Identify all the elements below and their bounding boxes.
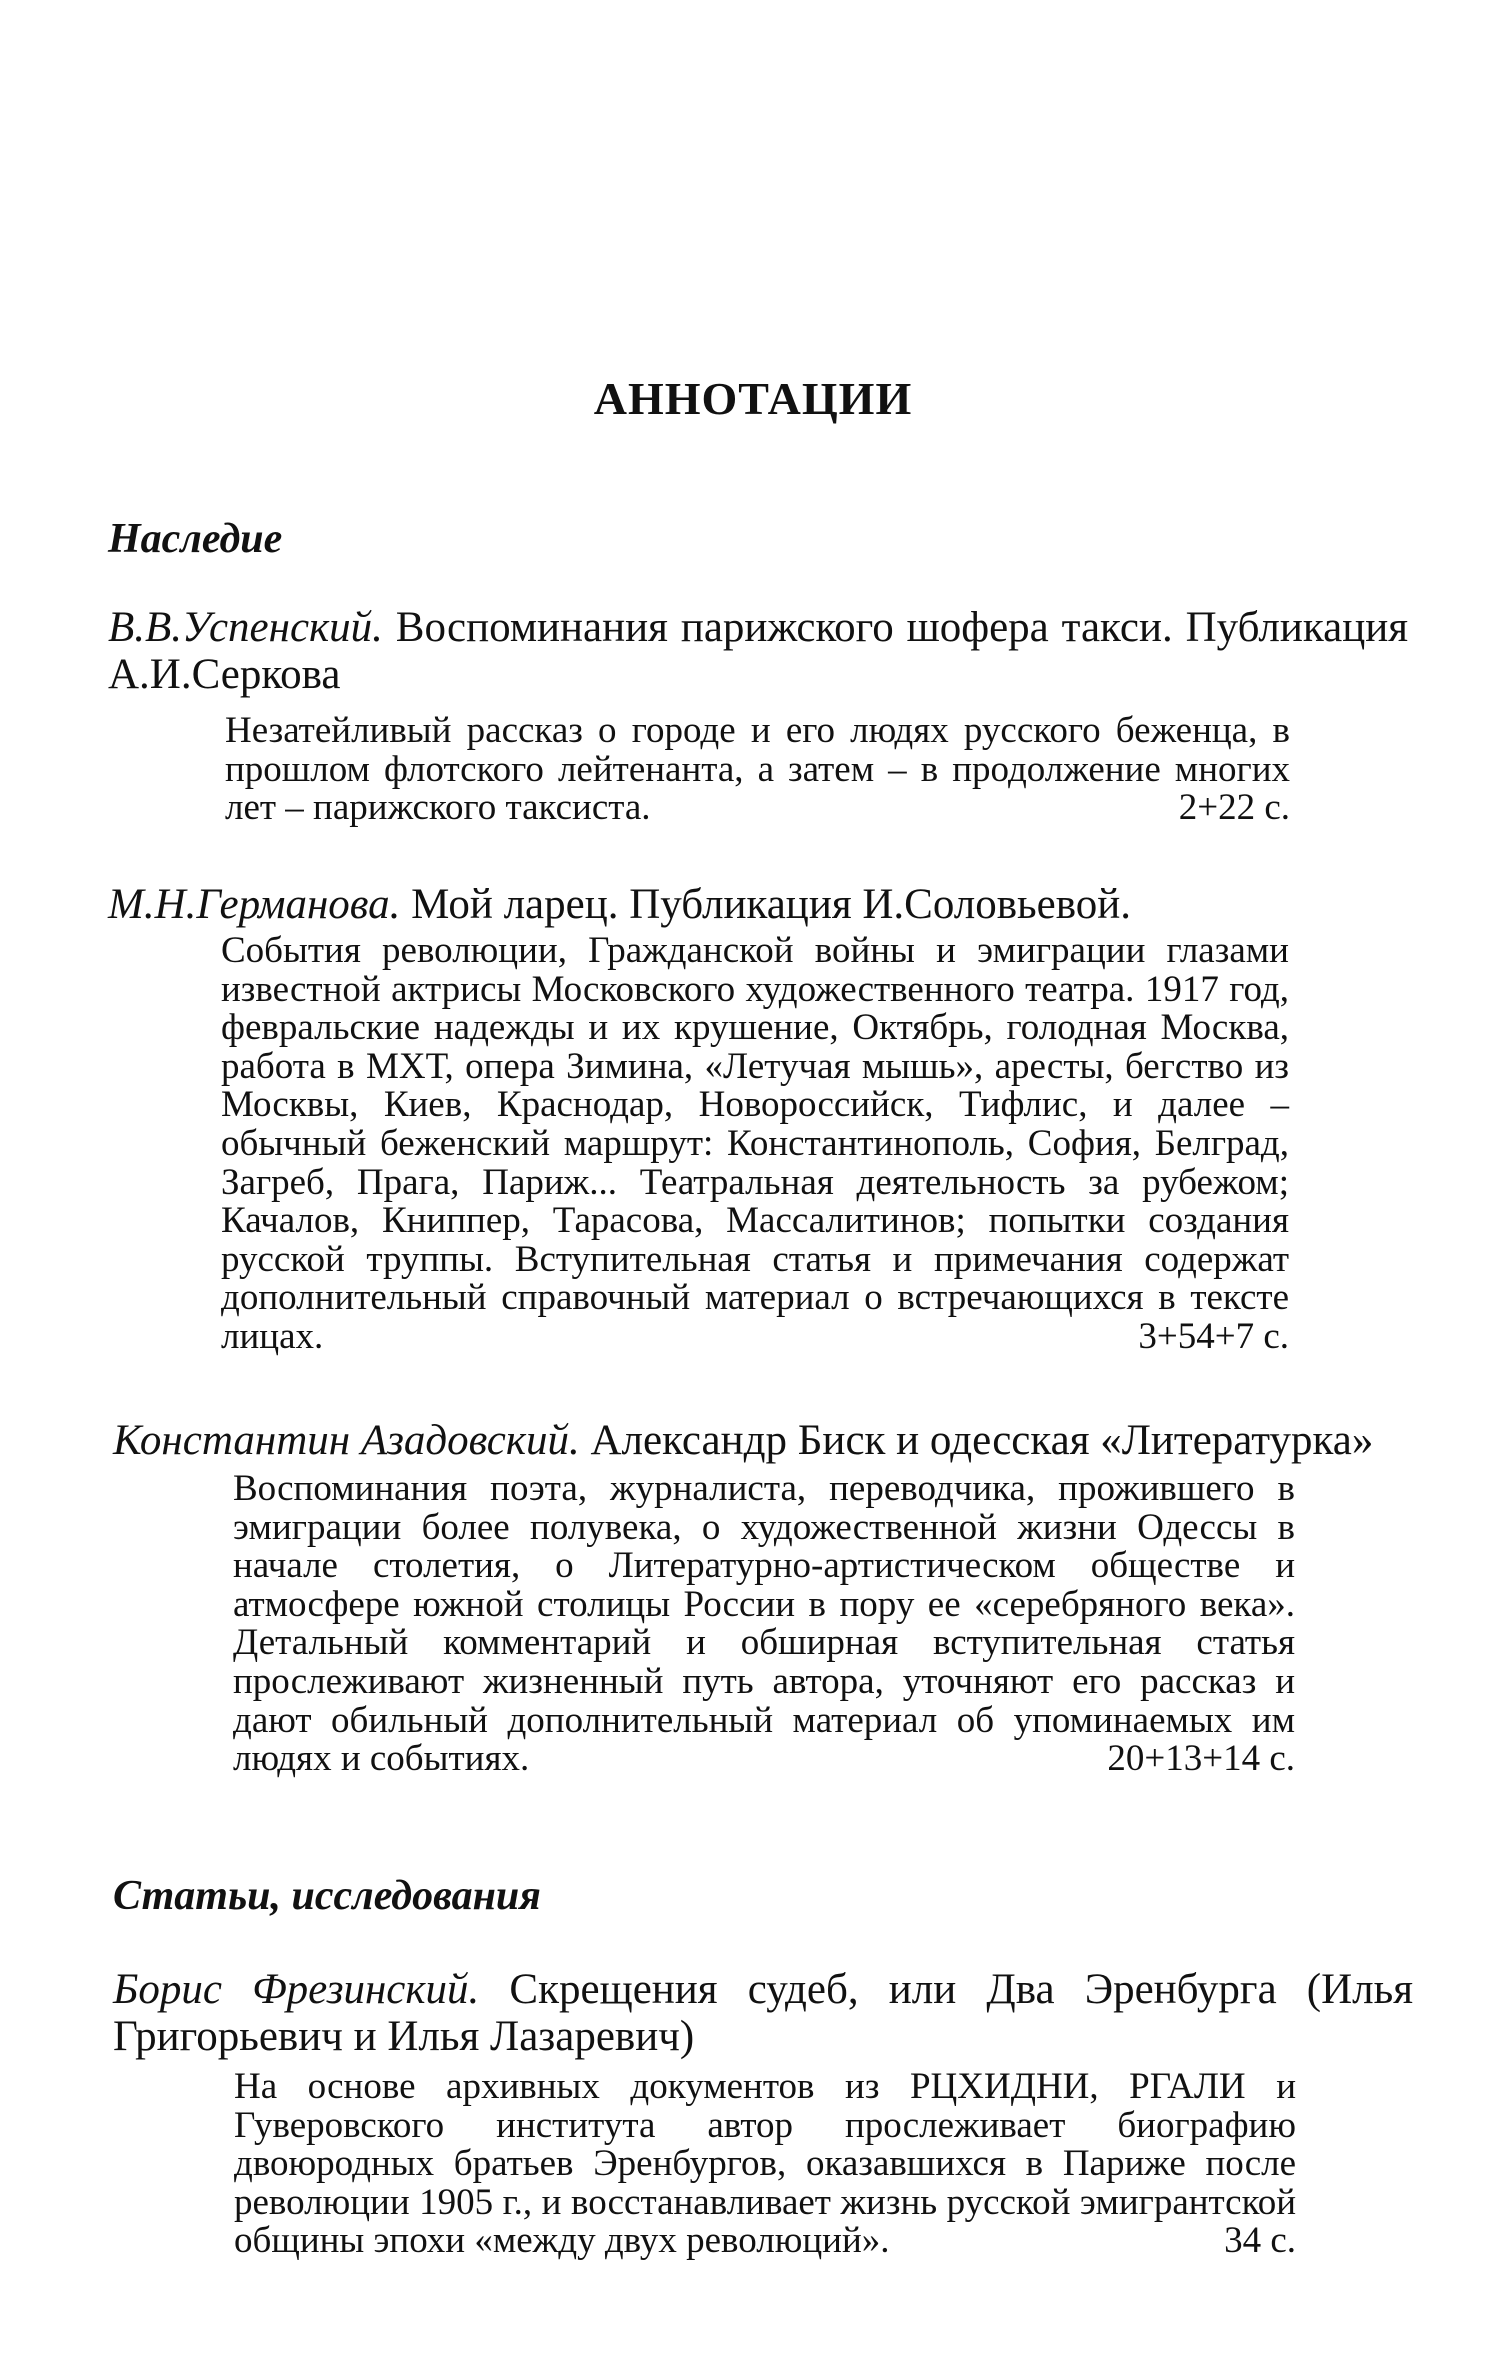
- entry-author: М.Н.Германова.: [108, 881, 401, 928]
- entry-pages: 20+13+14 с.: [1107, 1738, 1295, 1780]
- entry-author: Константин Азадовский.: [113, 1417, 580, 1464]
- entry-title: Александр Биск и одесская «Литературка»: [590, 1417, 1374, 1464]
- entry-description-text: Незатейливый рассказ о городе и его людях русского беженца, в прошлом флотского лейтенанта, а затем – в продолжение многих лет – парижского таксиста.: [225, 710, 1290, 829]
- entry-head: [113, 1966, 1413, 2060]
- entry-description: [233, 1470, 1295, 1779]
- entry-author: В.В.Успенский.: [108, 604, 383, 651]
- section-heading-stati: Статьи, исследования: [113, 1873, 541, 1919]
- entry-uspensky: [108, 604, 1408, 828]
- entry-title: Воспоминания парижского шофера такси. Публикация А.И.Серкова: [108, 604, 1409, 698]
- entry-head: [113, 1417, 1433, 1464]
- entry-frezinsky: [113, 1966, 1413, 2261]
- entry-description: [234, 2068, 1296, 2261]
- entry-head: [108, 881, 1408, 928]
- entry-azadovsky: [113, 1417, 1413, 1779]
- entry-pages: 3+54+7 с.: [1138, 1315, 1289, 1357]
- entry-author: Борис Фрезинский.: [113, 1966, 480, 2013]
- entry-description: [225, 712, 1290, 828]
- entry-description: [221, 932, 1289, 1357]
- entry-description-text: События революции, Гражданской войны и эмиграции глазами известной актрисы Московского художественного театра. 1917 год, февральские надежды и их крушение, Октябрь, голодная Москва, работа в МХТ, опера Зимина, «Летучая мышь», аресты, бегство из Москвы, Киев, Краснодар, Новороссийск, Тифлис, и далее – обычный беженский маршрут: Константинополь, София, Белград, Загреб, Прага, Париж... Театральная деятельность за рубежом; Качалов, Книппер, Тарасова, Массалитинов; попытки создания русской труппы. Вступительная статья и примечания содержат дополнительный справочный материал о встречающихся в тексте лицах.: [221, 930, 1289, 1357]
- entry-germanova: [108, 881, 1408, 1357]
- entry-title: Скрещения судеб, или Два Эренбурга (Илья Григорьевич и Илья Лазаревич): [113, 1966, 1414, 2060]
- page-title: АННОТАЦИИ: [593, 373, 913, 424]
- entry-pages: 34 с.: [1224, 2220, 1296, 2262]
- entry-pages: 2+22 с.: [1178, 787, 1290, 829]
- entry-title: Мой ларец. Публикация И.Соловьевой.: [411, 881, 1132, 928]
- section-heading-nasledie: Наследие: [108, 516, 283, 562]
- entry-description-text: На основе архивных документов из РЦХИДНИ, РГАЛИ и Гуверовского института автор прослеживает биографию двоюродных братьев Эренбургов, оказавшихся в Париже после революции 1905 г., и восстанавливает жизнь русской эмигрантской общины эпохи «между двух революций».: [234, 2066, 1296, 2262]
- entry-head: [108, 604, 1408, 698]
- entry-description-text: Воспоминания поэта, журналиста, переводчика, прожившего в эмиграции более полувека, о художественной жизни Одессы в начале столетия, о Литературно-артистическом обществе и атмосфере южной столицы России в пору ее «серебряного века». Детальный комментарий и обширная вступительная статья прослеживают жизненный путь автора, уточняют его рассказ и дают обильный дополнительный материал об упоминаемых им людях и событиях.: [233, 1468, 1295, 1780]
